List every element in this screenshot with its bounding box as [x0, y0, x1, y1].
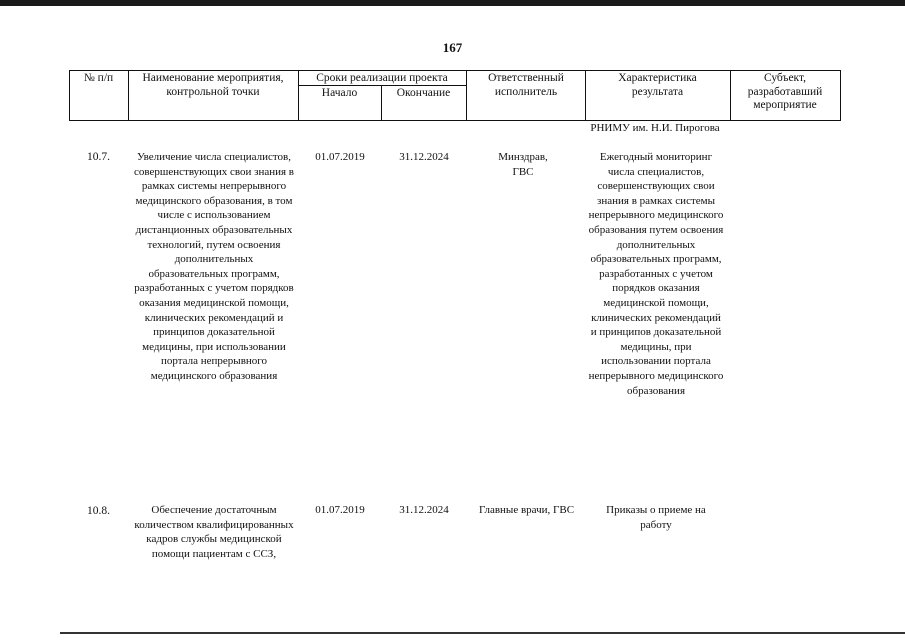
- header-subject: Субъект, разработавший мероприятие: [747, 72, 823, 111]
- header-name: Наименование мероприятия, контрольной точки: [142, 72, 284, 98]
- row-start: 01.07.2019: [315, 151, 365, 163]
- table-border: [585, 70, 586, 120]
- row-start: 01.07.2019: [315, 504, 365, 516]
- header-result: Характеристика результата: [618, 72, 697, 98]
- row-result: Приказы о приеме на работу: [606, 504, 706, 531]
- table-border: [466, 70, 467, 120]
- row-number: 10.8.: [87, 505, 110, 517]
- row-end: 31.12.2024: [399, 151, 449, 163]
- table-border: [840, 70, 841, 120]
- header-end: Окончание: [396, 87, 451, 99]
- bottom-border: [60, 632, 905, 634]
- row-name: Увеличение числа специалистов, совершенствующих свои знания в рамках системы непрерывного медицинского образования, в том числе с использованием дистанционных образовательных технологий, путем освоения дополнительных образовательных программ, разработанных с учетом порядков оказания медицинской помощи, клинических рекомендаций и принципов доказательной медицины, при использовании портала непрерывного медицинского образования: [134, 151, 294, 382]
- header-num: № п/п: [83, 72, 114, 84]
- row-end: 31.12.2024: [399, 504, 449, 516]
- result-continuation: РНИМУ им. Н.И. Пирогова: [590, 122, 720, 134]
- table-border: [730, 70, 731, 120]
- page-number: 167: [442, 40, 463, 55]
- row-responsible: Главные врачи, ГВС: [478, 504, 575, 516]
- header-responsible: Ответственный исполнитель: [488, 72, 564, 98]
- row-number: 10.7.: [87, 151, 110, 163]
- row-name: Обеспечение достаточным количеством квалифицированных кадров службы медицинской помощи пациентам с ССЗ,: [134, 504, 294, 560]
- top-border: [0, 0, 905, 6]
- table-border: [128, 70, 129, 120]
- row-responsible: Минздрав, ГВС: [498, 151, 548, 178]
- table-border: [69, 70, 841, 71]
- header-period: Сроки реализации проекта: [316, 72, 448, 84]
- header-start: Начало: [321, 87, 358, 99]
- row-result: Ежегодный мониторинг числа специалистов, совершенствующих свои знания в рамках системы непрерывного медицинского образования путем освоения дополнительных образовательных программ, разработанных с учетом порядков оказания медицинской помощи, клинических рекомендаций и принципов доказательной медицины, при использовании портала непрерывного медицинского образования: [588, 151, 724, 397]
- table-border: [69, 120, 841, 121]
